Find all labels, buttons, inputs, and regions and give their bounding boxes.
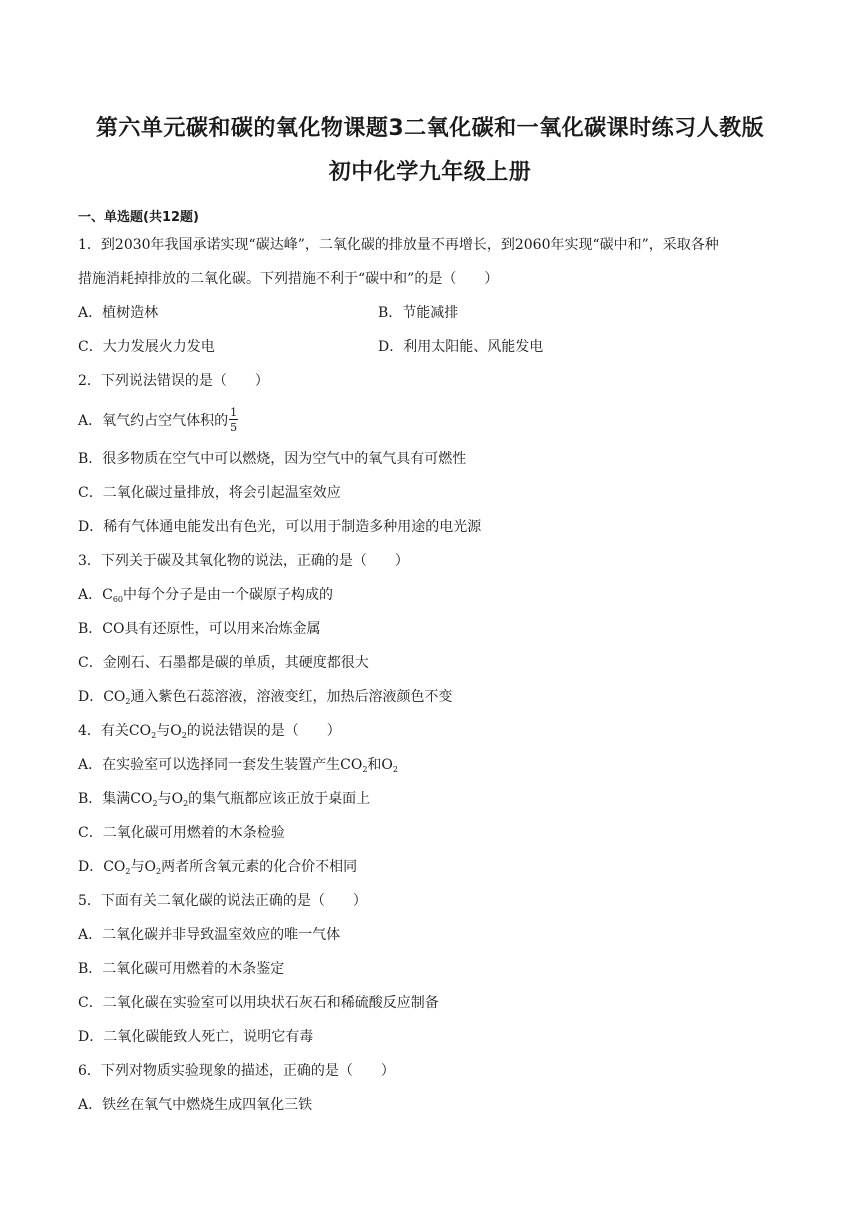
- question-3-option-c: C．金刚石、石墨都是碳的单质，其硬度都很大: [78, 655, 369, 671]
- subscript: 2: [392, 765, 398, 774]
- text-segment: D．CO: [78, 689, 126, 705]
- question-2-option-b: B．很多物质在空气中可以燃烧，因为空气中的氧气具有可燃性: [78, 451, 467, 467]
- text-segment: 4．有关CO: [78, 723, 152, 739]
- text-segment: 的集气瓶都应该正放于桌面上: [188, 791, 371, 807]
- question-5-option-a: A．二氧化碳并非导致温室效应的唯一气体: [78, 927, 341, 943]
- question-2-option-c: C．二氧化碳过量排放，将会引起温室效应: [78, 485, 341, 501]
- question-3-stem: 3．下列关于碳及其氧化物的说法，正确的是（ ）: [78, 553, 409, 569]
- text-segment: 与O: [156, 723, 182, 739]
- question-2-option-a: [78, 408, 238, 434]
- question-5-option-d: D．二氧化碳能致人死亡，说明它有毒: [78, 1029, 314, 1045]
- subscript: 2: [125, 697, 131, 706]
- question-1-option-b: B．节能减排: [378, 305, 459, 321]
- question-2-stem: 2．下列说法错误的是（ ）: [78, 373, 269, 389]
- question-3-option-b: B．CO具有还原性，可以用来冶炼金属: [78, 621, 321, 637]
- question-6-option-a: A．铁丝在氧气中燃烧生成四氧化三铁: [78, 1097, 313, 1113]
- question-2-option-d: D．稀有气体通电能发出有色光，可以用于制造多种用途的电光源: [78, 519, 482, 535]
- question-1-option-a: A．植树造林: [78, 305, 159, 321]
- question-5-option-b: B．二氧化碳可用燃着的木条鉴定: [78, 961, 285, 977]
- section-heading: 一、单选题(共12题): [78, 210, 199, 225]
- fraction-denominator: 5: [230, 421, 238, 434]
- text-segment: 和O: [367, 757, 393, 773]
- question-3-option-a: [78, 588, 333, 602]
- subscript: 2: [181, 731, 187, 740]
- question-4-option-b: [78, 792, 370, 806]
- subscript: 2: [151, 731, 157, 740]
- question-4-option-a: [78, 758, 398, 772]
- fraction-numerator: 1: [230, 406, 238, 419]
- subscript: 2: [152, 799, 158, 808]
- question-2-option-a-text: A．氧气约占空气体积的: [78, 413, 229, 429]
- fraction: [229, 407, 238, 433]
- subscript: 60: [112, 595, 124, 604]
- subscript: 2: [183, 799, 189, 808]
- question-1-stem-line-2: 措施消耗掉排放的二氧化碳。下列措施不利于“碳中和”的是（ ）: [78, 271, 499, 287]
- text-segment: A．C: [78, 587, 113, 603]
- question-4-option-c: C．二氧化碳可用燃着的木条检验: [78, 825, 285, 841]
- subscript: 2: [362, 765, 368, 774]
- question-1-option-c: C．大力发展火力发电: [78, 339, 215, 355]
- question-5-stem: 5．下面有关二氧化碳的说法正确的是（ ）: [78, 893, 367, 909]
- document-title-line-1: 第六单元碳和碳的氧化物课题3二氧化碳和一氧化碳课时练习人教版: [95, 116, 765, 141]
- text-segment: 通入紫色石蕊溶液，溶液变红，加热后溶液颜色不变: [130, 689, 453, 705]
- text-segment: 两者所含氧元素的化合价不相同: [161, 859, 358, 875]
- text-segment: A．在实验室可以选择同一套发生装置产生CO: [78, 757, 363, 773]
- text-segment: B．集满CO: [78, 791, 153, 807]
- subscript: 2: [156, 867, 162, 876]
- subscript: 2: [125, 867, 131, 876]
- question-4-option-d: [78, 860, 357, 874]
- text-segment: 的说法错误的是（ ）: [186, 723, 341, 739]
- question-3-option-d: [78, 690, 453, 704]
- document-title-line-2: 初中化学九年级上册: [328, 160, 532, 185]
- text-segment: D．CO: [78, 859, 126, 875]
- question-5-option-c: C．二氧化碳在实验室可以用块状石灰石和稀硫酸反应制备: [78, 995, 439, 1011]
- question-1-stem-line-1: 1．到2030年我国承诺实现“碳达峰”，二氧化碳的排放量不再增长，到2060年实现“碳中和”，采取各种: [78, 237, 719, 253]
- question-6-stem: 6．下列对物质实验现象的描述，正确的是（ ）: [78, 1063, 395, 1079]
- question-4-stem: [78, 724, 341, 738]
- question-1-option-d: D．利用太阳能、风能发电: [378, 339, 544, 355]
- text-segment: 与O: [157, 791, 184, 807]
- text-segment: 与O: [130, 859, 156, 875]
- text-segment: 中每个分子是由一个碳原子构成的: [123, 587, 334, 603]
